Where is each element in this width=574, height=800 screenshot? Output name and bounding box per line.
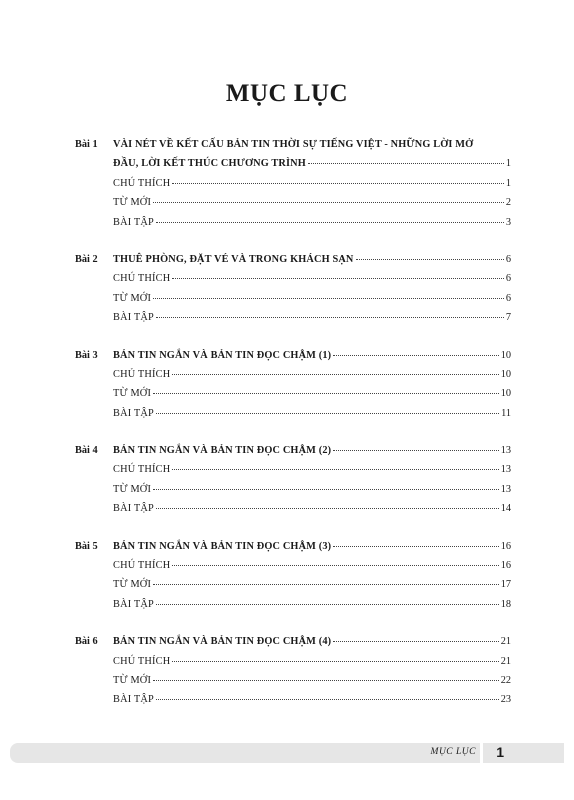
entry-label: CHÚ THÍCH [113,177,171,189]
dot-leader [333,355,498,356]
entry-label: BÀI TẬP [113,216,154,228]
dot-leader [333,641,498,642]
dot-leader [153,489,499,490]
page-number: 13 [500,445,511,457]
toc-entry[interactable] [75,293,511,312]
page-number: 14 [500,503,511,515]
dot-leader [153,393,499,394]
page-number: 13 [500,483,511,495]
dot-leader [153,298,504,299]
lesson-2 [75,254,511,332]
entry-label: CHÚ THÍCH [113,273,171,285]
page-number: 2 [505,197,511,209]
dot-leader [156,413,499,414]
lesson-title: BẢN TIN NGẮN VÀ BẢN TIN ĐỌC CHẬM (3) [113,540,332,552]
entry-label: CHỦ THÍCH [113,368,171,380]
entry-label: BÀI TẬP [113,407,154,419]
lesson-title-row[interactable] [75,350,511,369]
dot-leader [156,317,504,318]
page-number: 10 [500,388,511,400]
lesson-3 [75,350,511,428]
dot-leader [308,163,504,164]
entry-label: CHÚ THÍCH [113,560,171,572]
toc-entry[interactable] [75,197,511,216]
lesson-label: Bài 6 [75,636,98,648]
lesson-label: Bài 1 [75,139,98,150]
dot-leader [333,450,498,451]
entry-label: BÀI TẬP [113,312,154,324]
page-number: 3 [505,216,511,228]
page-number: 11 [501,407,511,419]
toc-entry[interactable] [75,408,511,427]
toc-entry[interactable] [75,503,511,522]
page-number: 1 [505,158,511,170]
page-number: 10 [500,368,511,380]
toc-entry[interactable] [75,464,511,483]
lesson-label: Bài 3 [75,349,98,361]
lesson-title: BẢN TIN NGẮN VÀ BẢN TIN ĐỌC CHẬM (2) [113,445,332,457]
entry-label: BÀI TẬP [113,694,154,706]
entry-label: CHÚ THÍCH [113,464,171,476]
page-footer [10,743,564,763]
page-number: 16 [500,540,511,552]
dot-leader [156,222,504,223]
toc-entry[interactable] [75,178,511,197]
table-of-contents [75,139,511,732]
page-number: 21 [500,636,511,648]
dot-leader [172,661,498,662]
entry-label: TỪ MỚI [113,483,152,495]
page-number: 6 [505,273,511,285]
page-number: 13 [500,464,511,476]
lesson-4 [75,445,511,523]
toc-entry[interactable] [75,273,511,292]
toc-entry[interactable] [75,217,511,236]
lesson-title: BẢN TIN NGẮN VÀ BẢN TIN ĐỌC CHẬM (4) [113,636,332,648]
dot-leader [172,278,503,279]
lesson-title: VÀI NÉT VỀ KẾT CẤU BẢN TIN THỜI SỰ TIẾNG VIỆT - NHỮNG LỜI MỞ [113,139,474,150]
toc-entry[interactable] [75,484,511,503]
entry-label: BÀI TẬP [113,598,154,610]
dot-leader [156,699,499,700]
lesson-title: THUÊ PHÒNG, ĐẶT VÉ VÀ TRONG KHÁCH SẠN [113,253,354,265]
footer-page-number: 1 [496,744,504,760]
lesson-label: Bài 4 [75,445,98,457]
lesson-title-row[interactable] [75,541,511,560]
lesson-title-row[interactable] [75,445,511,464]
entry-label: TỪ MỚI [113,388,152,400]
toc-entry[interactable] [75,675,511,694]
dot-leader [172,469,498,470]
toc-entry[interactable] [75,388,511,407]
lesson-title-continuation[interactable] [75,158,511,177]
lesson-title-row[interactable] [75,636,511,655]
toc-entry[interactable] [75,560,511,579]
entry-label: TỪ MỚI [113,579,152,591]
footer-divider [480,743,483,763]
dot-leader [156,508,499,509]
dot-leader [356,259,504,260]
entry-label: TỪ MỚI [113,197,152,209]
toc-entry[interactable] [75,694,511,713]
page-number: 7 [505,312,511,324]
toc-entry[interactable] [75,656,511,675]
page-number: 6 [505,292,511,304]
page-number: 16 [500,560,511,572]
toc-entry[interactable] [75,369,511,388]
dot-leader [333,546,498,547]
toc-entry[interactable] [75,312,511,331]
entry-label: CHÚ THÍCH [113,655,171,667]
page-number: 17 [500,579,511,591]
dot-leader [172,374,498,375]
lesson-title: BẢN TIN NGẮN VÀ BẢN TIN ĐỌC CHẬM (1) [113,349,332,361]
dot-leader [172,565,498,566]
dot-leader [156,604,499,605]
lesson-title-row[interactable] [75,254,511,273]
lesson-5 [75,541,511,619]
toc-entry[interactable] [75,599,511,618]
dot-leader [153,584,499,585]
page-number: 22 [500,674,511,686]
lesson-6 [75,636,511,714]
page-number: 23 [500,694,511,706]
entry-label: BÀI TẬP [113,503,154,515]
entry-label: TỪ MỚI [113,674,152,686]
lesson-title-row[interactable] [75,139,511,158]
lesson-label: Bài 2 [75,253,98,265]
toc-entry[interactable] [75,579,511,598]
dot-leader [153,202,504,203]
page-number: 6 [505,253,511,265]
page-number: 18 [500,598,511,610]
lesson-1 [75,139,511,236]
page-number: 21 [500,655,511,667]
page-number: 1 [505,177,511,189]
footer-section-label: MỤC LỤC [430,747,476,757]
page-number: 10 [500,349,511,361]
lesson-title: ĐẦU, LỜI KẾT THÚC CHƯƠNG TRÌNH [113,158,306,170]
lesson-label: Bài 5 [75,540,98,552]
entry-label: TỪ MỚI [113,292,152,304]
page-title: MỤC LỤC [225,80,349,107]
dot-leader [153,680,499,681]
dot-leader [172,183,503,184]
